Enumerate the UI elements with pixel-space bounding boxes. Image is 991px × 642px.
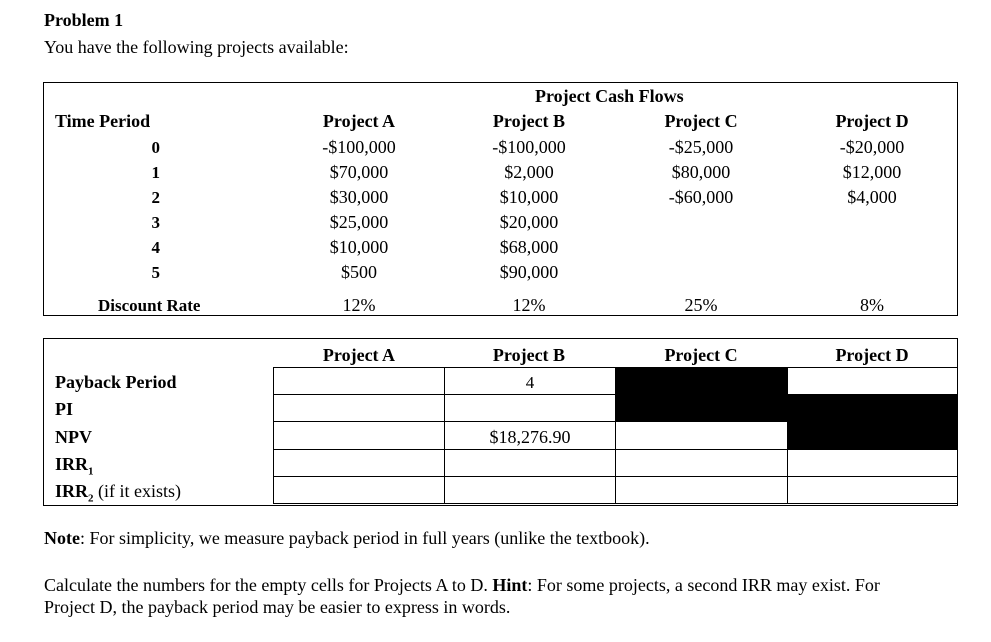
cell-d-payback[interactable] (787, 367, 958, 395)
discount-rate-d: 8% (860, 295, 884, 315)
period-2: 2 (151, 188, 160, 207)
project-b-flow: $20,000 (499, 212, 559, 232)
problem-subtitle: You have the following projects available: (44, 37, 349, 57)
results-project-b-header: Project B (492, 345, 566, 365)
irr1-subscript: 1 (88, 465, 94, 478)
cell-b-irr2[interactable] (444, 476, 616, 504)
cell-b-irr1[interactable] (444, 449, 616, 477)
project-c-header: Project C (664, 111, 738, 131)
project-b-flow: -$100,000 (492, 137, 566, 157)
instructions-line-1 (44, 575, 880, 596)
period-1: 1 (151, 163, 160, 182)
project-d-header: Project D (835, 111, 909, 131)
instructions-text-1a: Calculate the numbers for the empty cells for Projects A to D. (44, 575, 493, 595)
cell-d-irr2[interactable] (787, 476, 958, 504)
project-d-flow: $12,000 (842, 162, 902, 182)
project-b-flow: $90,000 (499, 262, 559, 282)
irr2-suffix: (if it exists) (93, 481, 182, 501)
results-project-c-header: Project C (664, 345, 738, 365)
results-project-a-header: Project A (322, 345, 396, 365)
cell-b-payback[interactable] (444, 367, 616, 395)
period-5: 5 (151, 263, 160, 282)
npv-label: NPV (55, 427, 92, 447)
period-3: 3 (151, 213, 160, 232)
project-d-flow: $4,000 (847, 187, 897, 207)
problem-title: Problem 1 (44, 10, 124, 30)
results-project-d-header: Project D (835, 345, 909, 365)
project-b-flow: $2,000 (504, 162, 554, 182)
cell-a-npv[interactable] (273, 421, 445, 450)
discount-rate-b: 12% (512, 295, 546, 315)
irr2-label (55, 481, 181, 505)
project-c-flow: $80,000 (671, 162, 731, 182)
note-text: : For simplicity, we measure payback period in full years (unlike the textbook). (79, 528, 650, 548)
project-a-flow: $500 (341, 262, 377, 282)
note-line (44, 528, 650, 549)
irr1-label (55, 454, 94, 478)
discount-rate-label: Discount Rate (98, 296, 201, 315)
cash-flows-group-header: Project Cash Flows (535, 86, 684, 106)
project-a-header: Project A (322, 111, 396, 131)
cell-a-irr2[interactable] (273, 476, 445, 504)
cell-c-irr1[interactable] (615, 449, 788, 477)
note-label: Note (44, 528, 80, 548)
cell-c-irr2[interactable] (615, 476, 788, 504)
pi-label: PI (55, 399, 73, 419)
time-period-header: Time Period (55, 111, 151, 131)
project-a-flow: $70,000 (329, 162, 389, 182)
cell-a-irr1[interactable] (273, 449, 445, 477)
period-4: 4 (151, 238, 160, 257)
discount-rate-a: 12% (342, 295, 376, 315)
project-a-flow: -$100,000 (322, 137, 396, 157)
project-b-flow: $68,000 (499, 237, 559, 257)
cell-d-blacked-out (787, 394, 958, 450)
cell-a-payback[interactable] (273, 367, 445, 395)
project-b-header: Project B (492, 111, 566, 131)
cell-b-npv[interactable] (444, 421, 616, 450)
project-c-flow: -$60,000 (668, 187, 734, 207)
cell-c-blacked-out (615, 367, 788, 422)
cell-c-npv[interactable] (615, 421, 788, 450)
cell-d-irr1[interactable] (787, 449, 958, 477)
cell-b-pi[interactable] (444, 394, 616, 422)
cell-b-npv-value: $18,276.90 (489, 427, 571, 447)
project-a-flow: $10,000 (329, 237, 389, 257)
payback-period-label: Payback Period (55, 372, 177, 392)
cell-a-pi[interactable] (273, 394, 445, 422)
project-b-flow: $10,000 (499, 187, 559, 207)
hint-label: Hint (492, 575, 528, 595)
cell-b-payback-value: 4 (525, 373, 535, 392)
irr2-label-text: IRR (55, 481, 89, 501)
instructions-text-1b: : For some projects, a second IRR may exist. For (527, 575, 880, 595)
project-d-flow: -$20,000 (839, 137, 905, 157)
irr2-subscript: 2 (88, 492, 94, 505)
instructions-line-2: Project D, the payback period may be easier to express in words. (44, 597, 511, 617)
project-a-flow: $25,000 (329, 212, 389, 232)
discount-rate-c: 25% (684, 295, 718, 315)
project-c-flow: -$25,000 (668, 137, 734, 157)
project-a-flow: $30,000 (329, 187, 389, 207)
period-0: 0 (151, 138, 160, 157)
irr1-label-text: IRR (55, 454, 89, 474)
